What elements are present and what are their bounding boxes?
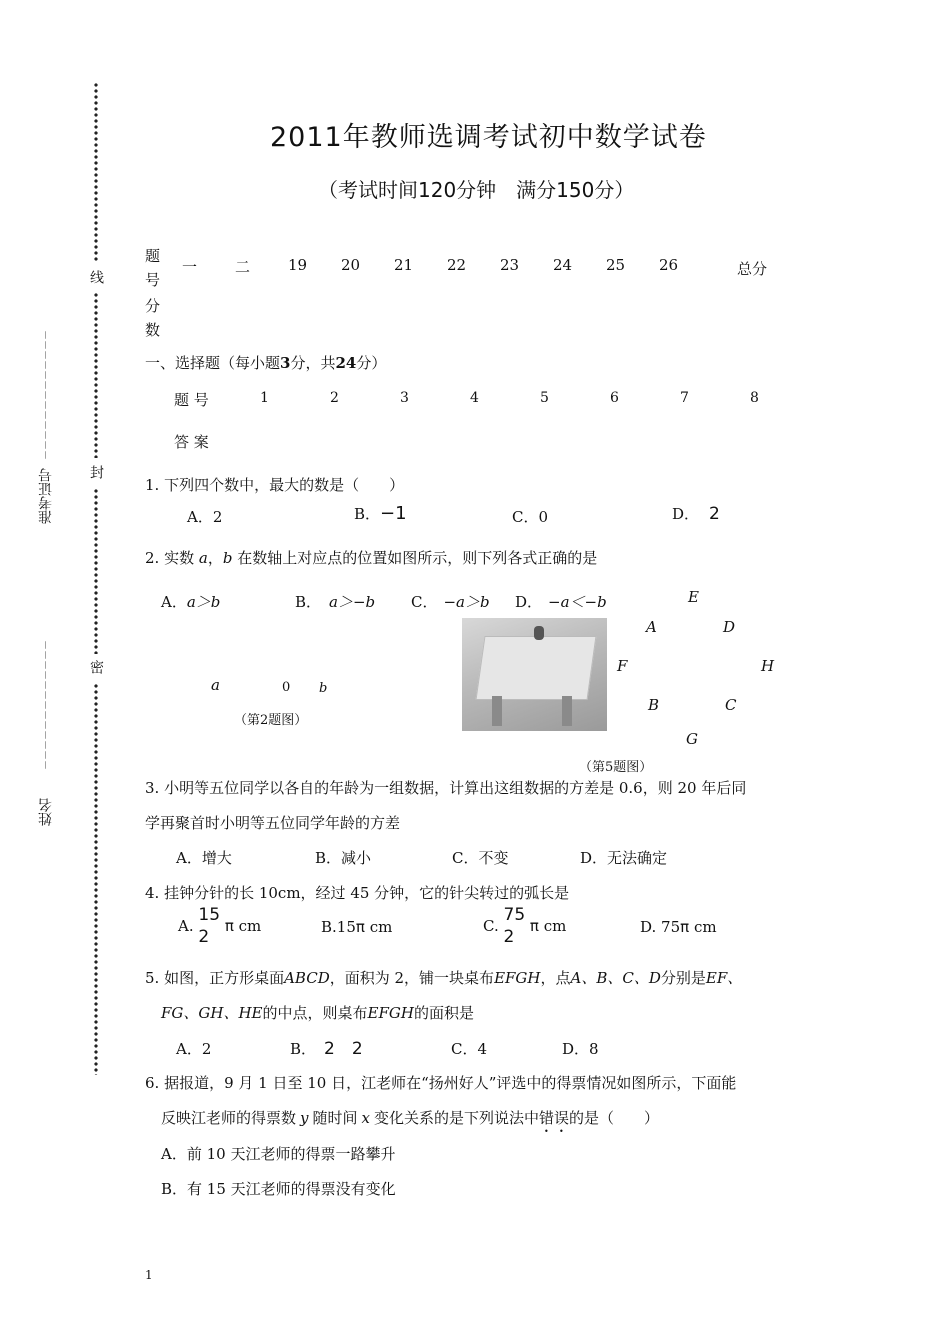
name-label: 姓名 — [38, 798, 54, 826]
answer-table-answer-label: 答 案 — [174, 433, 209, 451]
table-leg-left — [492, 696, 502, 726]
q4-option-a-fraction — [198, 904, 220, 948]
q1-option-b-label: B． — [354, 505, 381, 523]
q1-option-d-label: D． — [672, 505, 700, 523]
q4-d-pi: π — [680, 918, 690, 936]
q2-var-a: a — [198, 549, 208, 567]
q1-option-b-value: −1 — [380, 503, 407, 524]
q5-fig-label-b: B — [648, 696, 660, 714]
page-title: 2011年教师选调考试初中数学试卷 — [270, 122, 707, 153]
answer-table-num-5: 5 — [540, 390, 549, 406]
q5-table-photo — [462, 618, 607, 731]
answer-table-num-6: 6 — [610, 390, 619, 406]
q1-option-d — [672, 503, 720, 524]
q5-line2-points: FG、GH、HE — [161, 1004, 263, 1022]
q3-option-d: D．无法确定 — [580, 849, 668, 867]
score-col-23: 23 — [500, 256, 520, 274]
q5-line2-end: 的面积是 — [413, 1004, 474, 1022]
q4-option-d-label: D. 75 — [640, 918, 681, 936]
q2-option-d-label: D． — [515, 593, 543, 611]
name-fill-line: －－－－－－－－－－－－－ — [39, 640, 50, 770]
score-col-25: 25 — [606, 256, 626, 274]
binding-label-mi: 密 — [88, 660, 104, 674]
answer-table-num-3: 3 — [400, 390, 409, 406]
page-number: 1 — [145, 1268, 153, 1282]
q3-line2: 学再聚首时小明等五位同学年龄的方差 — [145, 814, 401, 832]
q2-option-c — [411, 591, 490, 612]
binding-label-feng: 封 — [88, 465, 104, 479]
q2-fig-label-0: 0 — [282, 680, 291, 695]
q4-option-c-fraction — [504, 904, 526, 948]
q4-option-d — [640, 918, 717, 936]
q2-fig-caption: （第2题图） — [234, 713, 308, 728]
section1-heading-pre: 一、选择题（每小题 — [145, 354, 281, 372]
q5-line1-pre: 5. 如图，正方形桌面 — [145, 969, 285, 987]
q2-fig-label-b: b — [319, 681, 328, 696]
q4-option-c — [483, 904, 566, 948]
q4-c-numerator: 75 — [503, 905, 526, 925]
q5-option-b — [290, 1034, 363, 1059]
score-col-24: 24 — [553, 256, 573, 274]
q4-stem: 4. 挂钟分针的长 10cm，经过 45 分钟，它的针尖转过的弧长是 — [145, 884, 570, 902]
q3-option-a: A．增大 — [176, 849, 232, 867]
q5-efgh: EFGH — [494, 969, 541, 987]
q2-option-a-expr: a＞b — [186, 593, 221, 611]
score-col-19: 19 — [288, 256, 308, 274]
answer-table-num-8: 8 — [750, 390, 759, 406]
q4-c-denominator: 2 — [503, 927, 515, 947]
q5-option-b-label: B． — [290, 1040, 317, 1058]
answer-table-num-7: 7 — [680, 390, 689, 406]
section1-total: 24 — [335, 354, 357, 372]
q5-fig-label-c: C — [725, 696, 737, 714]
q6-option-a: A．前 10 天江老师的得票一路攀升 — [161, 1145, 396, 1163]
score-col-21: 21 — [394, 256, 414, 274]
q6-var-y: y — [300, 1109, 309, 1127]
q2-option-d-expr: −a＜−b — [548, 593, 607, 611]
q4-option-a-label: A. — [178, 917, 194, 935]
q6-option-b: B．有 15 天江老师的得票没有变化 — [161, 1180, 396, 1198]
q2-option-b-expr: a＞−b — [329, 593, 376, 611]
binding-dotted-line-top — [94, 82, 98, 262]
q4-b-unit: cm — [369, 918, 393, 936]
section1-heading-mid: 分，共 — [290, 354, 336, 372]
q6-line2-pre: 反映江老师的得票数 — [161, 1109, 297, 1127]
score-col-1: 一 — [182, 258, 198, 276]
q6-wrong-emphasis: 错误 — [539, 1109, 570, 1127]
q5-line1-mid: ，面积为 2，铺一块桌布 — [329, 969, 495, 987]
q5-fig-caption: （第5题图） — [579, 760, 653, 775]
q6-line2-end: 的是（ ） — [569, 1109, 660, 1127]
q5-fig-label-e: E — [688, 588, 699, 606]
q2-comma: ， — [207, 549, 223, 567]
q3-line1: 3. 小明等五位同学以各自的年龄为一组数据，计算出这组数据的方差是 0.6，则 20 年后同 — [145, 779, 747, 797]
q4-option-a — [178, 904, 261, 948]
binding-dotted-line-mid2 — [94, 488, 98, 654]
q3-option-b: B．减小 — [315, 849, 372, 867]
q1-option-c: C．0 — [512, 508, 549, 526]
q1-option-d-value: 2 — [709, 504, 720, 524]
q2-stem — [145, 547, 597, 568]
q2-option-b — [295, 591, 375, 612]
q3-option-c: C．不变 — [452, 849, 509, 867]
q5-line2 — [161, 1002, 474, 1023]
q5-fig-label-h: H — [761, 657, 775, 675]
binding-dotted-line-bottom — [94, 683, 98, 1075]
q2-option-c-label: C． — [411, 593, 438, 611]
q5-line2-mid: 的中点，则桌布 — [262, 1004, 368, 1022]
answer-table-num-1: 1 — [260, 390, 269, 406]
q5-option-b-value: 2 2 — [324, 1039, 363, 1059]
q5-abcd: ABCD — [284, 969, 330, 987]
q5-line1 — [145, 967, 742, 988]
q5-fig-label-f: F — [617, 657, 628, 675]
section1-heading — [145, 352, 386, 373]
q1-option-a: A．2 — [187, 508, 223, 526]
q4-option-b — [321, 918, 392, 936]
section1-heading-post: 分） — [356, 354, 387, 372]
q6-line2 — [161, 1107, 659, 1136]
q6-line2-post: 变化关系的是下列说法中 — [373, 1109, 539, 1127]
q6-line2-mid: 随时间 — [312, 1109, 358, 1127]
section1-points: 3 — [280, 354, 291, 372]
q5-line1-end: 分别是 — [660, 969, 706, 987]
answer-table-num-2: 2 — [330, 390, 339, 406]
q2-option-a — [161, 591, 220, 612]
table-leg-right — [562, 696, 572, 726]
q1-stem: 1. 下列四个数中，最大的数是（ ） — [145, 476, 405, 494]
q4-option-b-label: B.15 — [321, 918, 356, 936]
q5-option-c: C．4 — [451, 1040, 488, 1058]
vase-shape — [534, 626, 544, 640]
q4-option-c-label: C. — [483, 917, 499, 935]
q2-option-c-expr: −a＞b — [443, 593, 490, 611]
q5-points: A、B、C、D — [570, 969, 661, 987]
q4-b-pi: π — [355, 918, 365, 936]
q5-ef: EF、 — [705, 969, 743, 987]
q5-fig-label-a: A — [646, 618, 657, 636]
q5-fig-label-d: D — [723, 618, 736, 636]
score-table-row2-header: 分数 — [145, 297, 161, 339]
q4-d-unit: cm — [693, 918, 717, 936]
score-col-26: 26 — [659, 256, 679, 274]
q4-c-pi: π — [529, 917, 539, 935]
score-table-row1-header: 题号 — [145, 247, 161, 289]
q4-a-unit: cm — [238, 917, 262, 935]
q5-line2-efgh: EFGH — [367, 1004, 414, 1022]
q5-option-d: D．8 — [562, 1040, 599, 1058]
binding-dotted-line-mid1 — [94, 292, 98, 458]
tablecloth-shape — [476, 636, 597, 700]
q1-option-b — [354, 503, 407, 524]
q4-a-denominator: 2 — [198, 927, 210, 947]
q6-var-x: x — [361, 1109, 370, 1127]
answer-table-qnum-label: 题 号 — [174, 391, 209, 409]
q4-c-unit: cm — [543, 917, 567, 935]
page-subtitle: （考试时间120分钟 满分150分） — [318, 178, 635, 202]
score-col-22: 22 — [447, 256, 467, 274]
q2-stem-post: 在数轴上对应点的位置如图所示，则下列各式正确的是 — [237, 549, 598, 567]
q6-line1: 6. 据报道，9 月 1 日至 10 日，江老师在“扬州好人”评选中的得票情况如图所示，下面能 — [145, 1074, 737, 1092]
score-col-total: 总分 — [737, 260, 768, 278]
q2-fig-label-a: a — [211, 676, 220, 694]
q4-a-numerator: 15 — [198, 905, 221, 925]
q5-fig-label-g: G — [686, 730, 698, 748]
q2-option-d — [515, 591, 607, 612]
score-col-20: 20 — [341, 256, 361, 274]
binding-label-xian: 线 — [88, 270, 104, 284]
exam-number-label: 准考证号 — [38, 468, 54, 524]
q5-line1-post: ，点 — [540, 969, 571, 987]
q2-var-b: b — [222, 549, 233, 567]
q4-a-pi: π — [224, 917, 234, 935]
q2-option-b-label: B． — [295, 593, 322, 611]
q2-option-a-label: A． — [161, 593, 187, 611]
exam-number-fill-line: －－－－－－－－－－－－－ — [39, 330, 50, 460]
answer-table-num-4: 4 — [470, 390, 479, 406]
q2-stem-pre: 2. 实数 — [145, 549, 195, 567]
score-col-2: 二 — [235, 258, 251, 276]
q5-option-a: A．2 — [176, 1040, 212, 1058]
